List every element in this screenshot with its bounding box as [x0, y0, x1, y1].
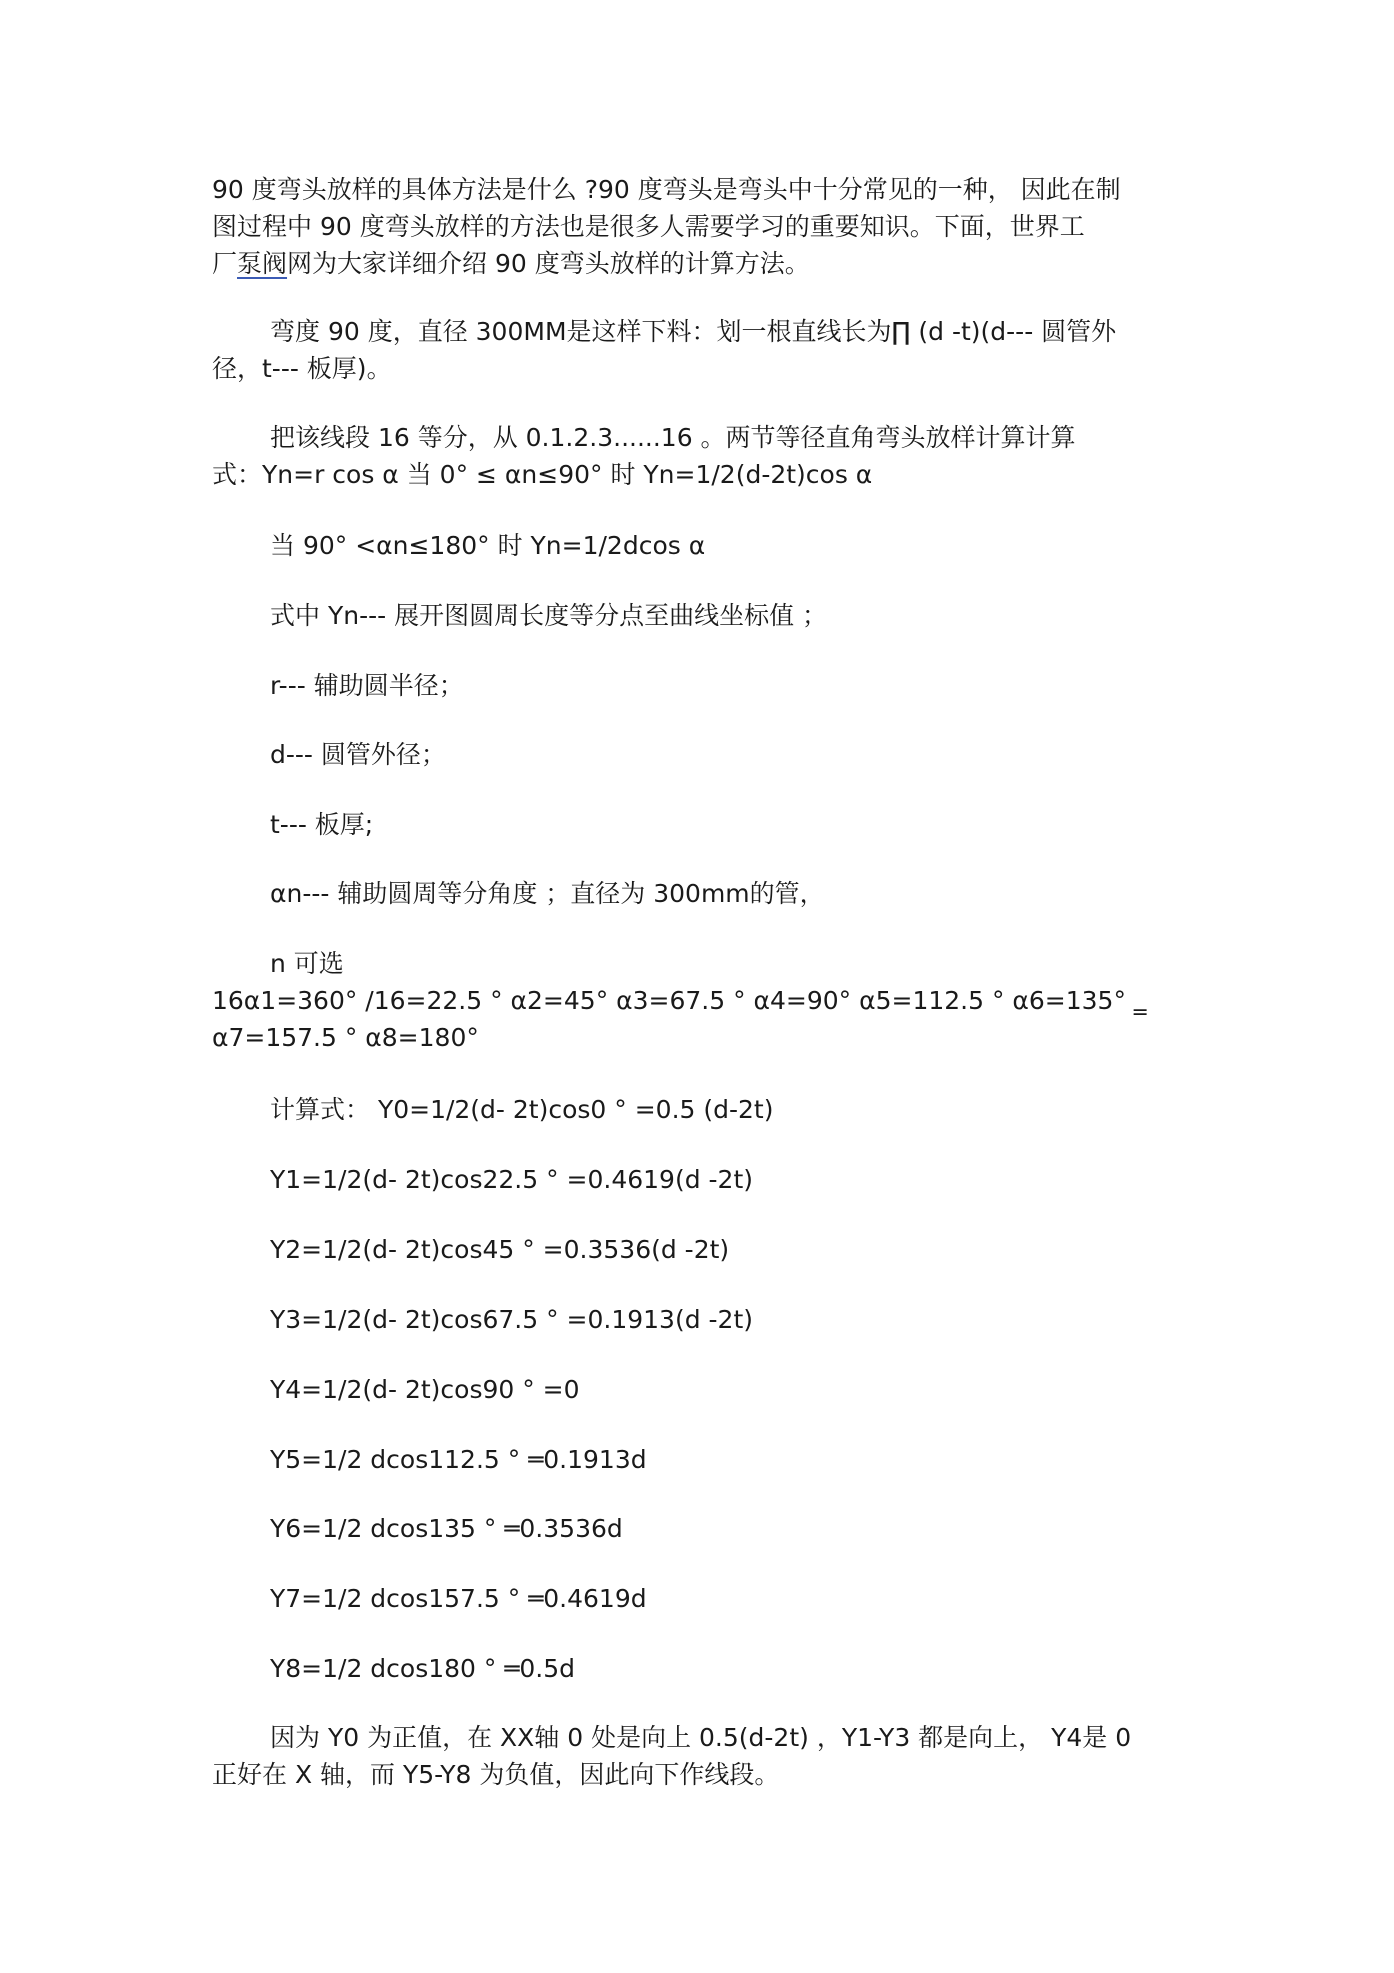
formula-y3: Y3=1/2(d- 2t)cos67.5 ° =0.1913(d -2t) [270, 1305, 754, 1334]
formula-y6: Y6=1/2 dcos135 ° ═0.3536d [270, 1514, 623, 1543]
def-an: αn--- 辅助圆周等分角度 ；直径为 300mm的管， [270, 879, 825, 908]
angles-line-2: 16α1=360° /16=22.5 ° α2=45° α3=67.5 ° α4=90° α5=112.5 ° α6=135° ‗ [212, 986, 1147, 1015]
angles-line-3: α7=157.5 ° α8=180° [212, 1023, 479, 1052]
intro-line-2: 图过程中 90 度弯头放样的方法也是很多人需要学习的重要知识。下面，世界工 [212, 212, 1085, 241]
conclusion-line-1: 因为 Y0 为正值，在 XX轴 0 处是向上 0.5(d-2t) ，Y1-Y3 都是向上， Y4是 0 [270, 1723, 1132, 1752]
intro-line-3-pre: 厂 [212, 249, 238, 278]
para2-line-1: 弯度 90 度，直径 300MM是这样下料：划一根直线长为∏ (d -t)(d--- 圆管外 [270, 317, 1117, 346]
formula-y1: Y1=1/2(d- 2t)cos22.5 ° =0.4619(d -2t) [270, 1165, 754, 1194]
condition-line: 当 90° <αn≤180° 时 Yn=1/2dcos α [270, 531, 706, 560]
def-r: r--- 辅助圆半径； [270, 671, 464, 700]
def-t: t--- 板厚; [270, 810, 374, 839]
intro-line-3-post: 网为大家详细介绍 90 度弯头放样的计算方法。 [287, 249, 810, 278]
formula-y0: 计算式： Y0=1/2(d- 2t)cos0 ° =0.5 (d-2t) [270, 1095, 774, 1124]
def-d: d--- 圆管外径； [270, 740, 446, 769]
formula-y4: Y4=1/2(d- 2t)cos90 ° =0 [270, 1375, 580, 1404]
para2-line-2: 径，t--- 板厚)。 [212, 354, 392, 383]
formula-y5: Y5=1/2 dcos112.5 ° ═0.1913d [270, 1445, 647, 1474]
pump-valve-link[interactable]: 泵阀 [237, 249, 288, 278]
def-yn: 式中 Yn--- 展开图圆周长度等分点至曲线坐标值 ； [270, 601, 828, 630]
para3-line-2: 式：Yn=r cos α 当 0° ≤ αn≤90° 时 Yn=1/2(d-2t)cos α [212, 460, 873, 489]
conclusion-line-2: 正好在 X 轴，而 Y5-Y8 为负值，因此向下作线段。 [212, 1760, 780, 1789]
formula-y7: Y7=1/2 dcos157.5 ° ═0.4619d [270, 1584, 647, 1613]
para3-line-1: 把该线段 16 等分，从 0.1.2.3......16 。两节等径直角弯头放样计算计算 [270, 423, 1076, 452]
formula-y8: Y8=1/2 dcos180 ° ═0.5d [270, 1654, 576, 1683]
formula-y2: Y2=1/2(d- 2t)cos45 ° =0.3536(d -2t) [270, 1235, 730, 1264]
intro-line-3 [212, 246, 810, 282]
intro-line-1: 90 度弯头放样的具体方法是什么 ?90 度弯头是弯头中十分常见的一种， 因此在制 [212, 175, 1121, 204]
angles-line-1: n 可选 [270, 949, 344, 978]
